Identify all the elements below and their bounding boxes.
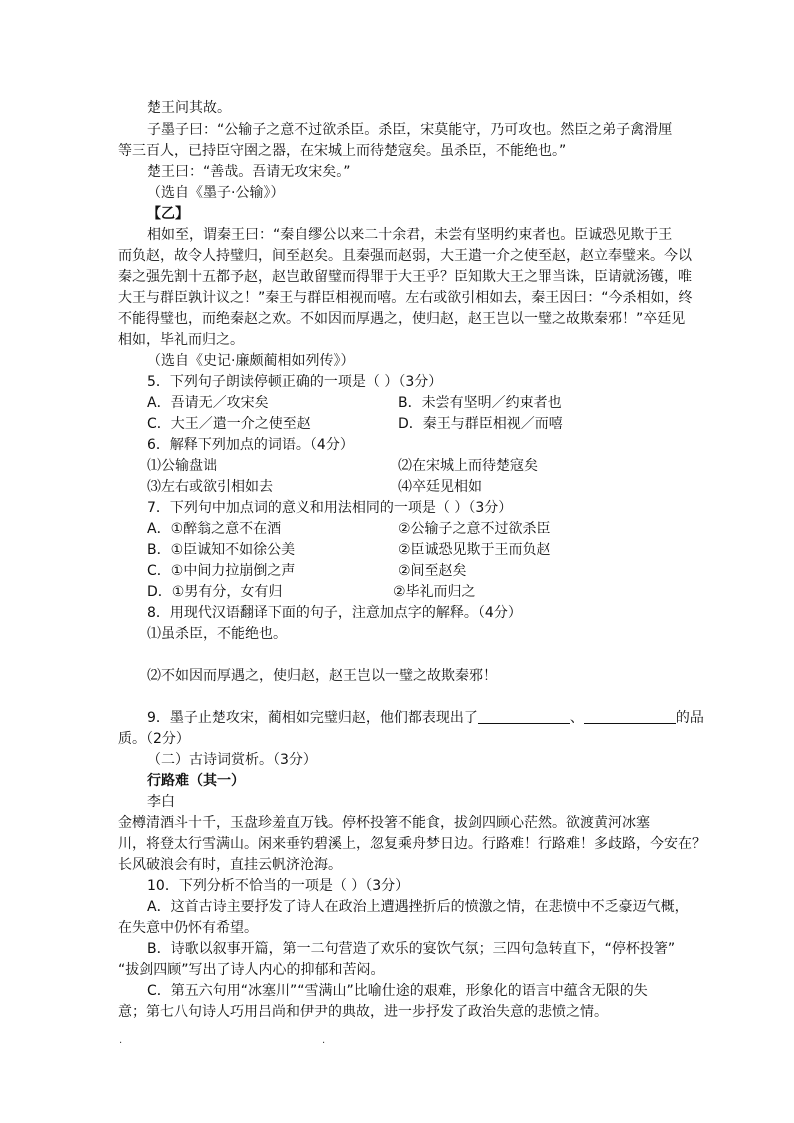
option-c-cont: 意；第七八句诗人巧用吕尚和伊尹的典故，进一步抒发了政治失意的悲愤之情。 (118, 1004, 608, 1020)
option-d: D．秦王与群臣相视／而嘻 (398, 416, 563, 432)
question-stem-cont: 质。（2分） (118, 731, 190, 747)
q9-text: 9．墨子止楚攻宋，蔺相如完璧归赵，他们都表现出了 (147, 710, 478, 726)
option-b: B．未尝有坚明／约束者也 (398, 395, 562, 411)
source-citation: （选自《墨子·公输》） (147, 185, 285, 201)
answer-blank[interactable] (478, 709, 570, 724)
passage-line: 等三百人，已持臣守圉之器，在宋城上而待楚寇矣。虽杀臣，不能绝也。” (118, 143, 567, 159)
passage-line: 相如，毕礼而归之。 (118, 332, 244, 348)
translation-sentence: ⑴虽杀臣，不能绝也。 (147, 626, 287, 642)
question-stem: 7．下列句中加点词的意义和用法相同的一项是（ ）（3分） (147, 500, 513, 516)
footer-mark: . (119, 1035, 123, 1046)
option-b-2: ②臣诚恐见欺于王而负赵 (398, 542, 551, 558)
question-stem: 10．下列分析不恰当的一项是（ ）（3分） (147, 878, 410, 894)
passage-line: 秦之强先割十五都予赵，赵岂敢留璧而得罪于大王乎？臣知欺大王之罪当诛，臣请就汤镬，唯 (118, 269, 692, 285)
poem-line: 长风破浪会有时，直挂云帆济沧海。 (118, 857, 342, 873)
option-a: A．这首古诗主要抒发了诗人在政治上遭遇挫折后的愤激之情，在悲愤中不乏豪迈气概， (147, 899, 689, 915)
passage-line: 相如至，谓秦王曰：“秦自缪公以来二十余君，未尝有坚明约束者也。臣诚恐见欺于王 (147, 227, 673, 243)
translation-sentence: ⑵不如因而厚遇之，使归赵，赵王岂以一璧之故欺秦邪！ (147, 668, 497, 684)
option-a-cont: 在失意中仍怀有希望。 (118, 920, 258, 936)
question-stem: 8．用现代汉语翻译下面的句子，注意加点字的解释。（4分） (147, 605, 522, 621)
option-a-1: A．①醉翁之意不在酒 (147, 521, 282, 537)
q9-text-end: 的品 (675, 710, 704, 726)
option-a: A．吾请无／攻宋矣 (147, 395, 269, 411)
passage-line: 楚王问其故。 (147, 100, 231, 116)
answer-blank[interactable] (584, 709, 676, 724)
q9-sep: 、 (569, 710, 584, 726)
poem-title: 行路难（其一） (147, 773, 245, 789)
option-c-2: ②间至赵矣 (398, 563, 467, 579)
option-c: C．第五六句用“冰塞川”“雪满山”比喻仕途的艰难，形象化的语言中蕴含无限的失 (147, 983, 648, 999)
passage-line: 子墨子曰：“公输子之意不过欲杀臣。杀臣，宋莫能守，乃可攻也。然臣之弟子禽滑厘 (147, 122, 673, 138)
option-d-1: D．①男有分，女有归 (147, 584, 283, 600)
passage-line: 而负赵，故令人持璧归，间至赵矣。且秦强而赵弱，大王遣一介之使至赵，赵立奉璧来。今以 (118, 248, 692, 264)
question-item: ⑷卒廷见相如 (398, 479, 482, 495)
option-b-cont: “拔剑四顾”写出了诗人内心的抑郁和苦闷。 (118, 962, 385, 978)
question-stem: 6．解释下列加点的词语。（4分） (147, 437, 354, 453)
poem-author: 李白 (147, 794, 175, 810)
footer-mark: . (322, 1035, 326, 1046)
option-c: C．大王／遣一介之使至赵 (147, 416, 311, 432)
question-stem (147, 709, 704, 727)
question-item: ⑴公输盘诎 (147, 458, 217, 474)
option-d-2: ②毕礼而归之 (393, 584, 476, 600)
question-item: ⑶左右或欲引相如去 (147, 479, 273, 495)
passage-line: 不能得璧也，而绝秦赵之欢。不如因而厚遇之，使归赵，赵王岂以一璧之故欺秦邪！”卒廷见 (118, 311, 686, 327)
option-c-1: C．①中间力拉崩倒之声 (147, 563, 296, 579)
source-citation: （选自《史记·廉颇蔺相如列传》） (147, 353, 355, 369)
option-a-2: ②公输子之意不过欲杀臣 (398, 521, 551, 537)
passage-heading: 【乙】 (147, 206, 189, 222)
section-heading: （二）古诗词赏析。（3分） (147, 752, 317, 768)
passage-line: 大王与群臣孰计议之！”秦王与群臣相视而嘻。左右或欲引相如去，秦王因曰：“今杀相如，终 (118, 290, 693, 306)
poem-line: 金樽清酒斗十千，玉盘珍羞直万钱。停杯投箸不能食，拔剑四顾心茫然。欲渡黄河冰塞 (118, 815, 650, 831)
question-stem: 5．下列句子朗读停顿正确的一项是（ ）（3分） (147, 374, 443, 390)
option-b-1: B．①臣诚知不如徐公美 (147, 542, 296, 558)
passage-line: 楚王曰：“善哉。吾请无攻宋矣。” (147, 164, 351, 180)
poem-line: 川，将登太行雪满山。闲来垂钓碧溪上，忽复乘舟梦日边。行路难！行路难！多歧路，今安在？ (118, 836, 706, 852)
option-b: B．诗歌以叙事开篇，第一二句营造了欢乐的宴饮气氛；三四句急转直下，“停杯投箸” (147, 941, 676, 957)
question-item: ⑵在宋城上而待楚寇矣 (398, 458, 538, 474)
